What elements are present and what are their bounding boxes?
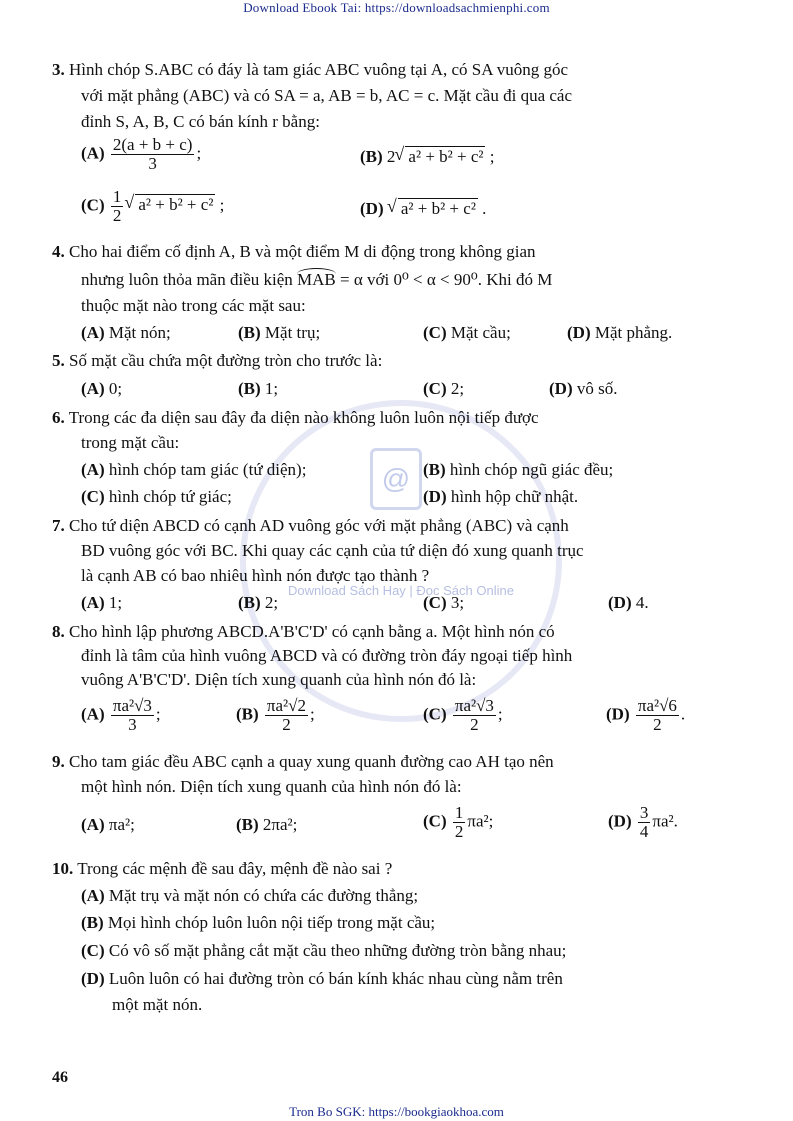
q8-option-d: (D) $\frac{\text{πa²√6}}{2}$ . (606, 696, 686, 734)
q4-option-c: (C) Mặt cầu; (423, 323, 511, 342)
q8-line3: vuông A'B'C'D'. Diện tích xung quanh của hình nón đó là: (81, 670, 477, 689)
q5-number: 5. (52, 351, 65, 370)
q3-option-d: (D) √ a² + b² + c² . (360, 198, 486, 219)
page-number: 46 (52, 1069, 68, 1086)
q10-option-d-cont: một mặt nón. (112, 995, 203, 1014)
q7-option-b: (B) 2; (238, 593, 279, 612)
q7-line3: là cạnh AB có bao nhiêu hình nón được tạo thành ? (81, 566, 430, 585)
q4-line1: 4. Cho hai điểm cố định A, B và một điểm M di động trong không gian (52, 242, 536, 261)
q9-line1: 9. Cho tam giác đều ABC cạnh a quay xung quanh đường cao AH tạo nên (52, 752, 554, 771)
q7-line2: BD vuông góc với BC. Khi quay các cạnh của tứ diện đó xung quanh trục (81, 541, 584, 560)
q9-option-b: (B) 2πa²; (236, 815, 298, 834)
q6-line1: 6. Trong các đa diện sau đây đa diện nào không luôn luôn nội tiếp được (52, 408, 539, 427)
q8-line1: 8. Cho hình lập phương ABCD.A'B'C'D' có cạnh bằng a. Một hình nón có (52, 622, 555, 641)
q4-line2: nhưng luôn thỏa mãn điều kiện MAB = α với 0⁰ < α < 90⁰. Khi đó M (81, 270, 553, 289)
q7-option-d: (D) 4. (608, 593, 649, 612)
book-at-icon: @ (370, 448, 422, 510)
q3-c-sqrt: √ a² + b² + c² (135, 194, 215, 215)
q8-option-b: (B) $\frac{\text{πa²√2}}{2}$ ; (236, 696, 315, 734)
q5-line1: 5. Số mặt cầu chứa một đường tròn cho trước là: (52, 351, 383, 370)
q7-number: 7. (52, 516, 65, 535)
q6-option-d: (D) hình hộp chữ nhật. (423, 487, 579, 506)
q10-number: 10. (52, 859, 74, 878)
q4-angle-mab: MAB (297, 270, 336, 289)
q5-option-d: (D) vô số. (549, 379, 618, 398)
q3-c-fraction: $\frac{1}{2}$ (112, 187, 122, 225)
q7-option-c: (C) 3; (423, 593, 465, 612)
q10-line1: 10. Trong các mệnh đề sau đây, mệnh đề nào sai ? (52, 859, 393, 878)
q8-number: 8. (52, 622, 65, 641)
q7-option-a: (A) 1; (81, 593, 123, 612)
q8-option-c: (C) $\frac{\text{πa²√3}}{2}$ ; (423, 696, 503, 734)
q10-option-c: (C) Có vô số mặt phẳng cắt mặt cầu theo những đường tròn bằng nhau; (81, 941, 567, 960)
q6-option-c: (C) hình chóp tứ giác; (81, 487, 232, 506)
q4-option-d: (D) Mặt phẳng. (567, 323, 673, 342)
download-link-header[interactable]: Download Ebook Tai: https://downloadsachmienphi.com (243, 0, 550, 15)
q9-option-d: (D) $\frac{3}{4}$ πa². (608, 803, 678, 841)
q3-option-a: (A) $\frac{2(a + b + c)}{3}$ ; (81, 135, 202, 173)
q6-number: 6. (52, 408, 65, 427)
q3-option-b: (B) 2√ a² + b² + c² ; (360, 146, 494, 167)
q9-option-a: (A) πa²; (81, 815, 135, 834)
q3-line3: đỉnh S, A, B, C có bán kính r bằng: (81, 112, 320, 131)
q4-option-b: (B) Mặt trụ; (238, 323, 321, 342)
q10-option-d: (D) Luôn luôn có hai đường tròn có bán kính khác nhau cùng nằm trên (81, 969, 563, 988)
q3-number: 3. (52, 60, 65, 79)
q3-line2: với mặt phẳng (ABC) và có SA = a, AB = b, AC = c. Mặt cầu đi qua các (81, 86, 572, 105)
q5-option-c: (C) 2; (423, 379, 465, 398)
q9-line2: một hình nón. Diện tích xung quanh của hình nón đó là: (81, 777, 462, 796)
watermark-text: Download Sách Hay | Đọc Sách Online (288, 583, 514, 598)
q9-number: 9. (52, 752, 65, 771)
q5-option-b: (B) 1; (238, 379, 279, 398)
q3-d-sqrt: √ a² + b² + c² (398, 198, 478, 219)
q8-option-a: (A) $\frac{\text{πa²√3}}{3}$ ; (81, 696, 161, 734)
q7-line1: 7. Cho tứ diện ABCD có cạnh AD vuông góc với mặt phẳng (ABC) và cạnh (52, 516, 569, 535)
q10-option-b: (B) Mọi hình chóp luôn luôn nội tiếp trong mặt cầu; (81, 913, 436, 932)
q3-b-sqrt: √ a² + b² + c² (405, 146, 485, 167)
q6-option-a: (A) hình chóp tam giác (tứ diện); (81, 460, 307, 479)
q6-line2: trong mặt cầu: (81, 433, 180, 452)
q10-option-a: (A) Mặt trụ và mặt nón có chứa các đường thẳng; (81, 886, 419, 905)
q4-option-a: (A) Mặt nón; (81, 323, 171, 342)
sgk-link-footer[interactable]: Tron Bo SGK: https://bookgiaokhoa.com (289, 1104, 504, 1119)
q8-line2: đỉnh là tâm của hình vuông ABCD và có đường tròn đáy ngoại tiếp hình (81, 646, 573, 665)
q9-option-c: (C) $\frac{1}{2}$ πa²; (423, 803, 494, 841)
q5-option-a: (A) 0; (81, 379, 123, 398)
q3-option-c: (C) $\frac{1}{2}$ √ a² + b² + c² ; (81, 188, 224, 225)
q6-option-b: (B) hình chóp ngũ giác đều; (423, 460, 614, 479)
q4-line3: thuộc mặt nào trong các mặt sau: (81, 296, 306, 315)
q4-number: 4. (52, 242, 65, 261)
q3-a-fraction: $\frac{2(a + b + c)}{3}$ (112, 135, 193, 173)
q3-line1: 3. Hình chóp S.ABC có đáy là tam giác ABC vuông tại A, có SA vuông góc (52, 60, 569, 79)
